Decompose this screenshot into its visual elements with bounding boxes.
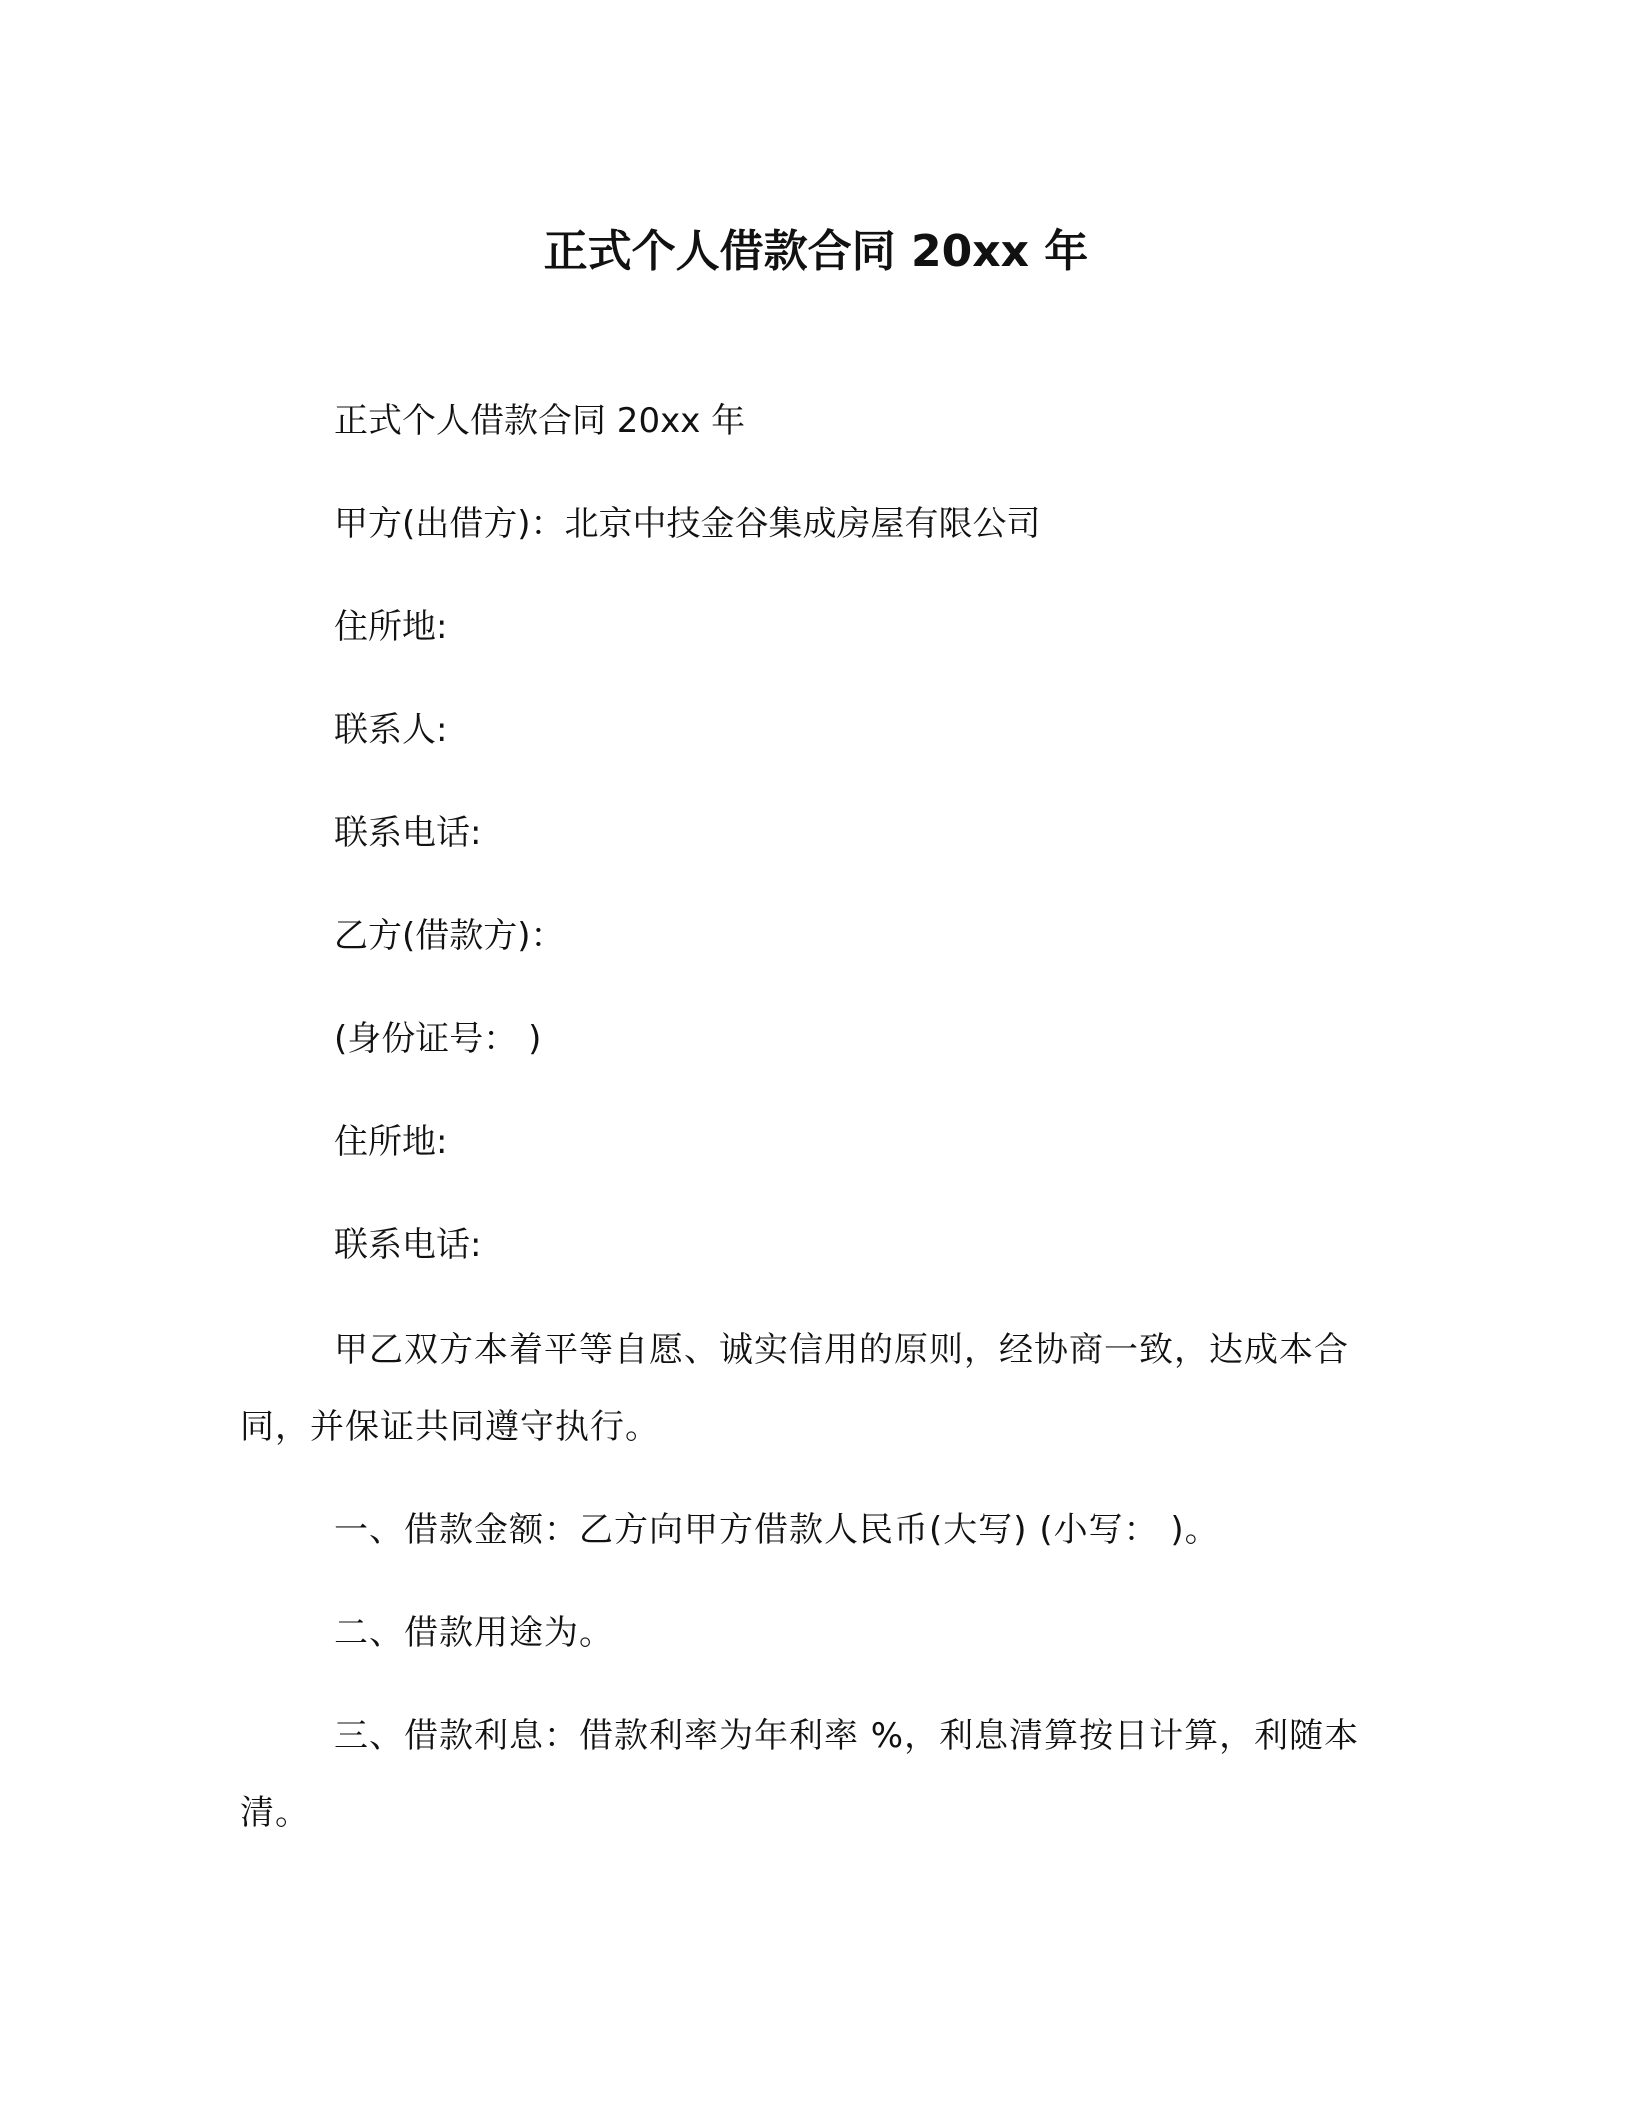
party-b-address-line: 住所地: [334,1122,448,1162]
clause-loan-amount: 一、借款金额：乙方向甲方借款人民币(大写) (小写： )。 [334,1510,1220,1550]
subtitle-line: 正式个人借款合同 20xx 年 [334,401,746,441]
party-a-line: 甲方(出借方)：北京中技金谷集成房屋有限公司 [334,504,1041,544]
party-a-address-line: 住所地: [334,607,448,647]
party-b-line: 乙方(借款方)： [334,916,565,956]
document-title: 正式个人借款合同 20xx 年 [543,226,1089,277]
clause-loan-interest: 三、借款利息：借款利率为年利率 %，利息清算按日计算，利随本清。 [240,1716,1360,1833]
party-b-id-line: (身份证号： ) [334,1019,542,1059]
party-a-contact-line: 联系人: [334,710,448,750]
agreement-paragraph: 甲乙双方本着平等自愿、诚实信用的原则，经协商一致，达成本合同，并保证共同遵守执行。 [240,1330,1349,1447]
party-b-phone-line: 联系电话: [334,1225,482,1265]
clause-loan-purpose: 二、借款用途为。 [334,1613,614,1653]
party-a-phone-line: 联系电话: [334,813,482,853]
